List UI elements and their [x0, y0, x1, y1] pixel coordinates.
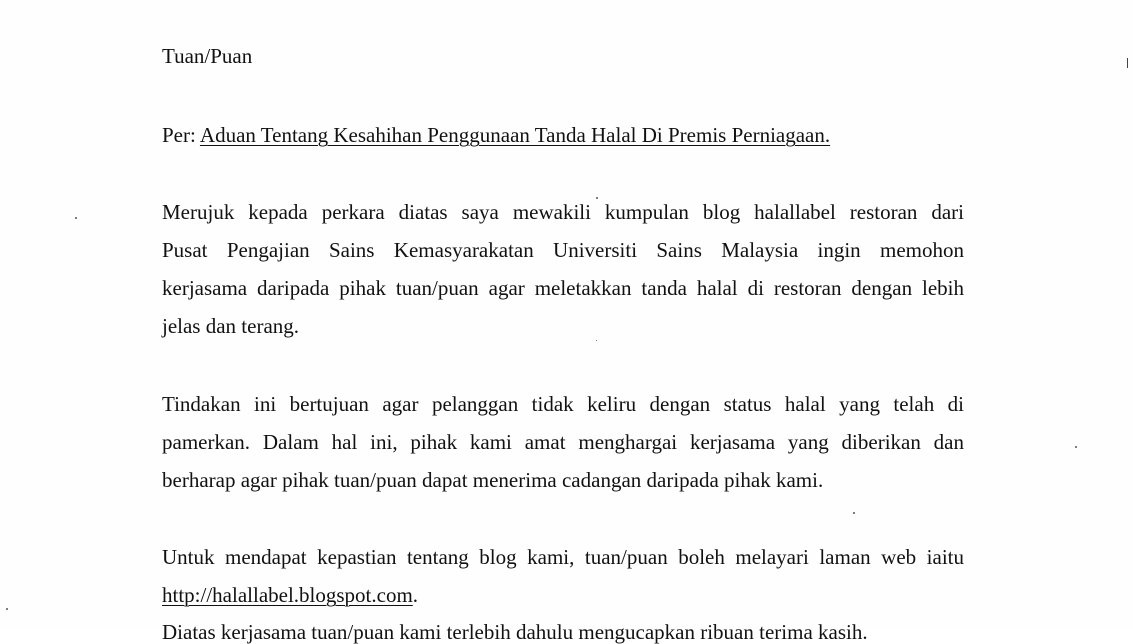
url-suffix: .	[412, 583, 419, 607]
website-line	[162, 583, 418, 607]
paragraph3-line: Untuk mendapat kepastian tentang blog kami, tuan/puan boleh melayari laman web iaitu	[162, 545, 964, 569]
scan-speck	[1075, 446, 1077, 448]
scan-speck	[596, 340, 597, 341]
scan-speck	[6, 608, 8, 610]
subject-line	[162, 123, 830, 147]
subject-title: Aduan Tentang Kesahihan Penggunaan Tanda Halal Di Premis Perniagaan.	[199, 123, 831, 147]
scan-speck	[596, 197, 598, 199]
paragraph2-line: pamerkan. Dalam hal ini, pihak kami amat menghargai kerjasama yang diberikan dan	[162, 430, 964, 454]
paragraph1-line: Merujuk kepada perkara diatas saya mewakili kumpulan blog halallabel restoran dari	[162, 200, 964, 224]
paragraph1-line: kerjasama daripada pihak tuan/puan agar meletakkan tanda halal di restoran dengan lebih	[162, 276, 964, 300]
cutoff-text-region	[162, 620, 902, 644]
scan-speck	[853, 512, 855, 514]
website-link[interactable]: http://halallabel.blogspot.com	[162, 583, 413, 607]
subject-prefix: Per:	[162, 123, 196, 147]
paragraph1-line: jelas dan terang.	[162, 314, 300, 338]
paragraph2-line: berharap agar pihak tuan/puan dapat menerima cadangan daripada pihak kami.	[162, 468, 824, 492]
scan-speck	[75, 217, 77, 219]
paragraph1-line: Pusat Pengajian Sains Kemasyarakatan Universiti Sains Malaysia ingin memohon	[162, 238, 964, 262]
salutation: Tuan/Puan	[162, 44, 253, 68]
cutoff-line: Diatas kerjasama tuan/puan kami terlebih dahulu mengucapkan ribuan terima kasih.	[162, 620, 868, 644]
scan-edge-mark	[1127, 58, 1128, 68]
paragraph2-line: Tindakan ini bertujuan agar pelanggan tidak keliru dengan status halal yang telah di	[162, 392, 964, 416]
